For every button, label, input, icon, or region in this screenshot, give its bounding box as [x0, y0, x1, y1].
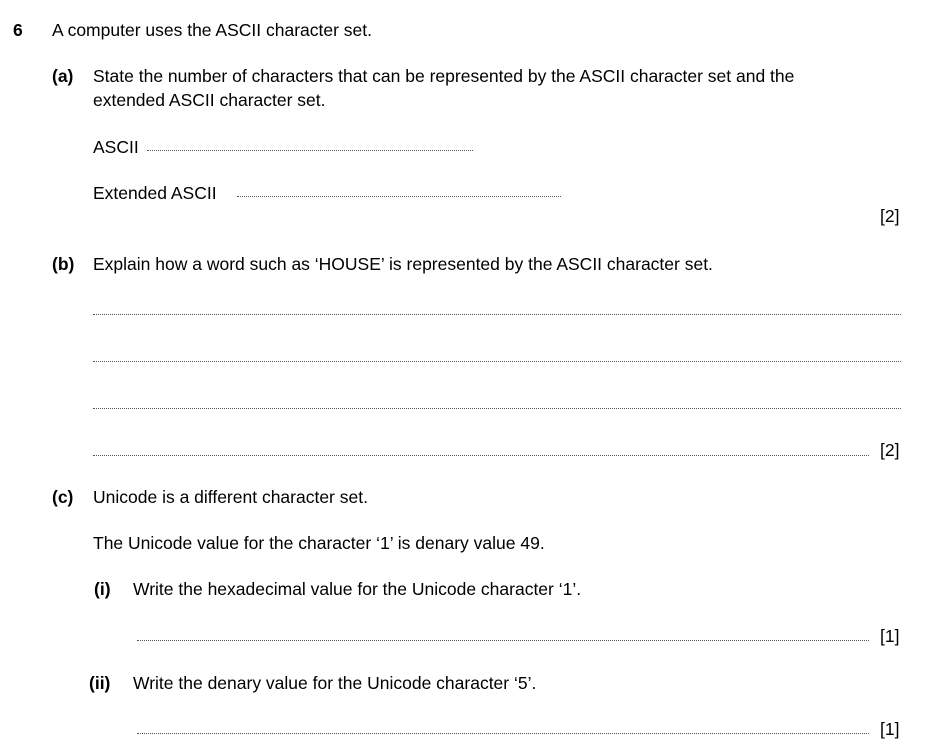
extended-ascii-label: Extended ASCII: [93, 183, 217, 203]
part-a-marks: [2]: [880, 206, 900, 226]
question-number: 6: [13, 20, 23, 40]
part-b-marks: [2]: [880, 440, 900, 460]
sub-ii-marks: [1]: [880, 719, 900, 739]
sub-ii-label: (ii): [89, 673, 111, 693]
part-b-answer-line-4[interactable]: [93, 455, 869, 456]
part-b-answer-line-1[interactable]: [93, 314, 901, 315]
part-a-text-line2: extended ASCII character set.: [93, 90, 326, 110]
part-b-answer-line-2[interactable]: [93, 361, 901, 362]
sub-i-answer-line[interactable]: [137, 640, 869, 641]
part-c-text: Unicode is a different character set.: [93, 487, 368, 507]
sub-i-text: Write the hexadecimal value for the Unicode character ‘1’.: [133, 579, 582, 599]
sub-ii-answer-line[interactable]: [137, 733, 869, 734]
part-b-label: (b): [52, 254, 75, 274]
question-stem: A computer uses the ASCII character set.: [52, 20, 373, 40]
ascii-answer-line[interactable]: [147, 150, 473, 151]
sub-i-label: (i): [94, 579, 111, 599]
part-b-answer-line-3[interactable]: [93, 408, 901, 409]
part-c-info: The Unicode value for the character ‘1’ is denary value 49.: [93, 533, 545, 553]
extended-ascii-answer-line[interactable]: [237, 196, 561, 197]
part-a-label: (a): [52, 66, 74, 86]
part-b-text: Explain how a word such as ‘HOUSE’ is represented by the ASCII character set.: [93, 254, 713, 274]
sub-i-marks: [1]: [880, 626, 900, 646]
sub-ii-text: Write the denary value for the Unicode character ‘5’.: [133, 673, 537, 693]
ascii-label: ASCII: [93, 137, 139, 157]
part-a-text-line1: State the number of characters that can be represented by the ASCII character set and the: [93, 66, 795, 86]
part-c-label: (c): [52, 487, 74, 507]
